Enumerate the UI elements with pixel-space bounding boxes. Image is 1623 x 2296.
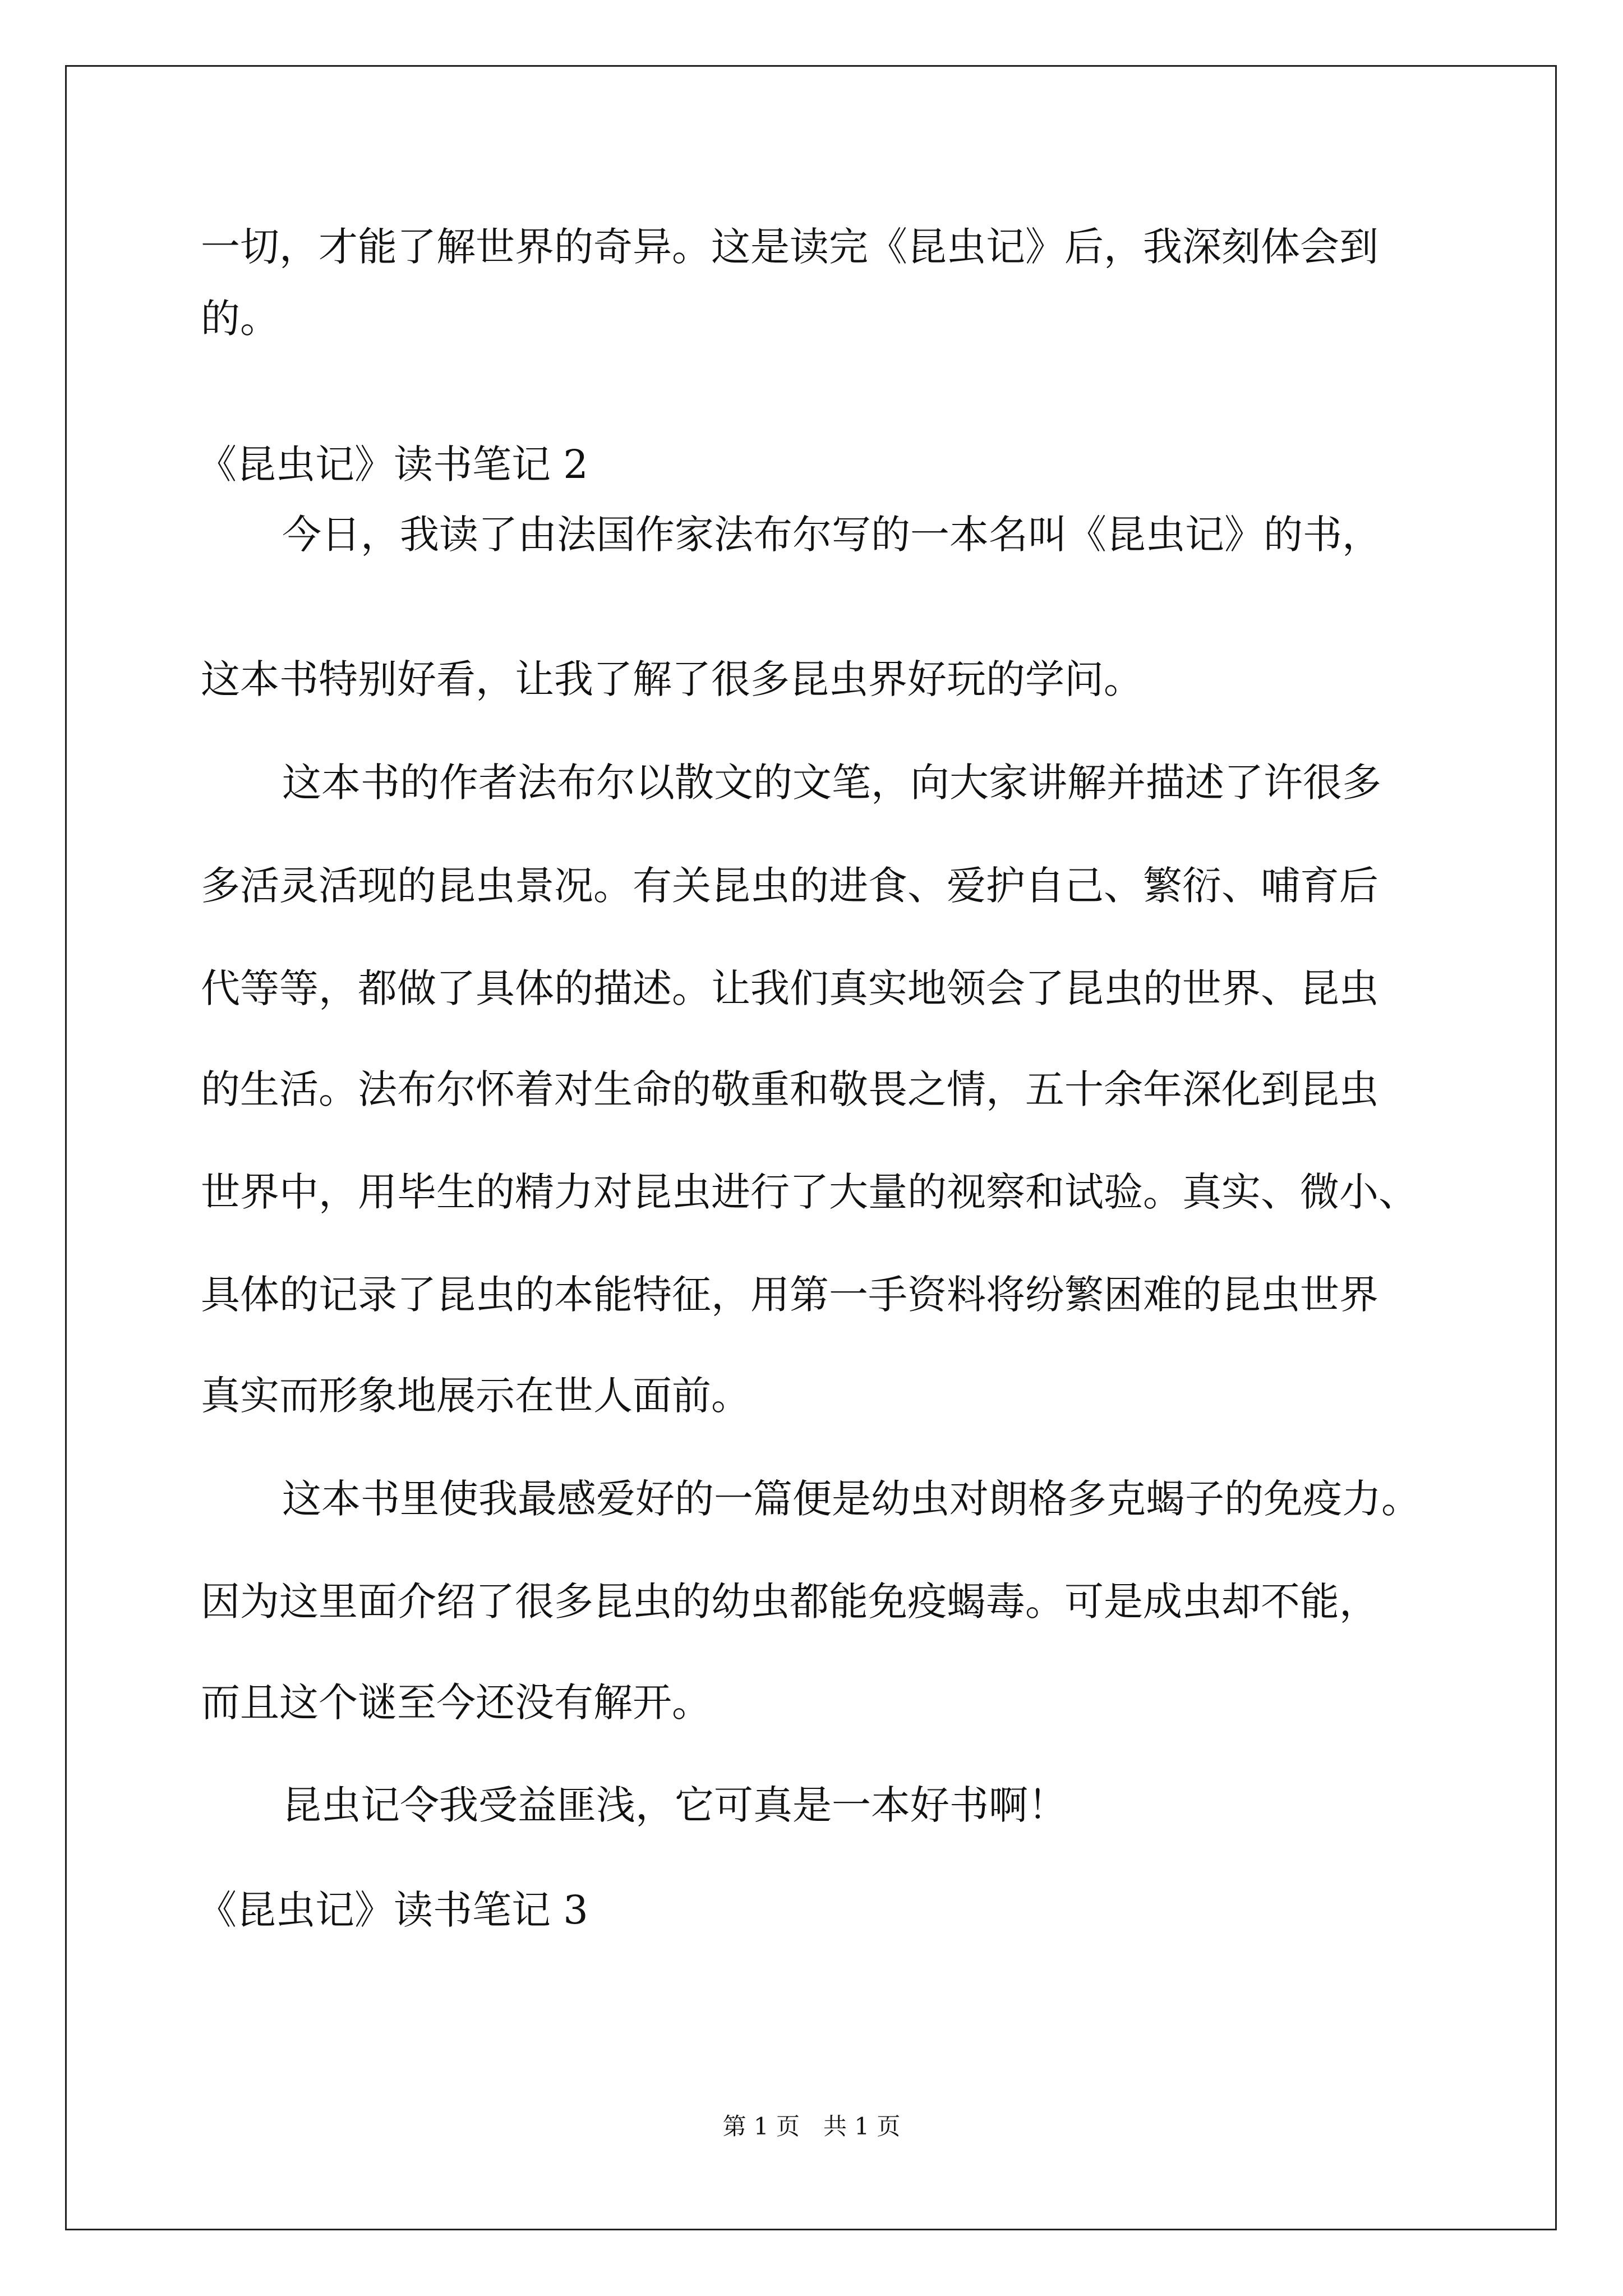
paragraph-line: 一切，才能了解世界的奇异。这是读完《昆虫记》后，我深刻体会到 (201, 224, 1378, 270)
paragraph-line: 代等等，都做了具体的描述。让我们真实地领会了昆虫的世界、昆虫 (201, 965, 1378, 1011)
paragraph-line: 昆虫记令我受益匪浅，它可真是一本好书啊！ (282, 1782, 1067, 1828)
paragraph-line: 真实而形象地展示在世人面前。 (201, 1373, 750, 1419)
paragraph-line: 世界中，用毕生的精力对昆虫进行了大量的视察和试验。真实、微小、 (201, 1169, 1418, 1215)
paragraph-line: 这本书特别好看，让我了解了很多昆虫界好玩的学问。 (201, 656, 1143, 702)
paragraph-line: 具体的记录了昆虫的本能特征，用第一手资料将纷繁困难的昆虫世界 (201, 1272, 1378, 1318)
section-heading: 《昆虫记》读书笔记 3 (197, 1887, 588, 1933)
paragraph-line: 多活灵活现的昆虫景况。有关昆虫的进食、爱护自己、繁衍、哺育后 (201, 863, 1378, 909)
page-footer: 第 1 页 共 1 页 (722, 2113, 901, 2140)
paragraph-line: 这本书里使我最感爱好的一篇便是幼虫对朗格多克蝎子的免疫力。 (282, 1476, 1421, 1522)
paragraph-line: 的生活。法布尔怀着对生命的敬重和敬畏之情，五十余年深化到昆虫 (201, 1066, 1378, 1112)
paragraph-line: 这本书的作者法布尔以散文的文笔，向大家讲解并描述了许很多 (282, 760, 1381, 806)
paragraph-line: 因为这里面介绍了很多昆虫的幼虫都能免疫蝎毒。可是成虫却不能， (201, 1579, 1378, 1625)
paragraph-line: 而且这个谜至今还没有解开。 (201, 1680, 711, 1726)
paragraph-line: 的。 (201, 296, 279, 342)
section-heading: 《昆虫记》读书笔记 2 (197, 441, 588, 487)
paragraph-line: 今日，我读了由法国作家法布尔写的一本名叫《昆虫记》的书， (282, 512, 1381, 558)
